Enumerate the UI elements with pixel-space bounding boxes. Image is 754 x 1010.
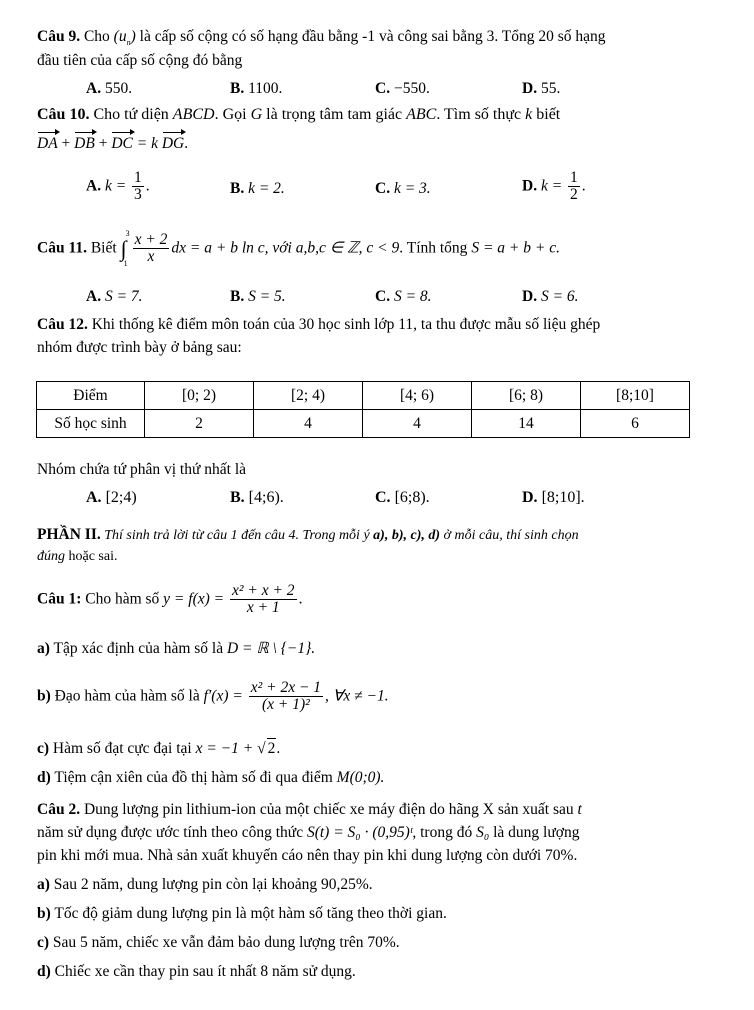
q10-option-a[interactable]: A. k = $\frac{1}{3}$ . <box>86 169 150 204</box>
p2-q1-item-b: b) Đạo hàm của hàm số là f′(x) = $\frac{\text{x² + 2x − 1}}{\text{(x + 1)²}}$ , ∀x ≠ −1. <box>37 679 389 714</box>
vector-dc: DC <box>111 131 133 153</box>
p2-q1-line: Câu 1: Cho hàm số y = f(x) = $\frac{\text{x² + x + 2}}{x + 1}$ . <box>37 582 303 617</box>
table-cell: 4 <box>363 410 472 438</box>
q12-option-b[interactable]: B. [4;6). <box>230 489 284 506</box>
sequence-symbol: $(u_n)$ <box>113 28 136 48</box>
p2-q2-item-a: a) Sau 2 năm, dung lượng pin còn lại khoảng 90,25%. <box>37 876 373 893</box>
table-cell: [6; 8) <box>472 382 581 410</box>
p2-q1-item-d: d) Tiệm cận xiên của đồ thị hàm số đi qua điểm M(0;0). <box>37 769 385 786</box>
q11-option-a[interactable]: A. S = 7. <box>86 288 143 305</box>
q11-option-b[interactable]: B. S = 5. <box>230 288 286 305</box>
table-cell: Điểm <box>37 382 145 410</box>
q10-option-c[interactable]: C. k = 3. <box>375 180 431 197</box>
p2-q2-label: Câu 2. <box>37 801 81 818</box>
q12-option-d[interactable]: D. [8;10]. <box>522 489 585 506</box>
q11-option-c[interactable]: C. S = 8. <box>375 288 432 305</box>
q10-option-b[interactable]: B. k = 2. <box>230 180 285 197</box>
q9-line2: đầu tiên của cấp số cộng đó bằng <box>37 52 243 69</box>
q9-line1: Câu 9. Cho $(u_n)$ là cấp số cộng có số hạng đầu bằng -1 và công sai bằng 3. Tổng 20 số hạng <box>37 28 606 48</box>
p2-q2-item-c: c) Sau 5 năm, chiếc xe vẫn đảm bảo dung lượng trên 70%. <box>37 934 400 951</box>
q10-label: Câu 10. <box>37 106 90 123</box>
vector-da: DA <box>37 131 58 153</box>
table-cell: Số học sinh <box>37 410 145 438</box>
p2-q1-item-c: c) Hàm số đạt cực đại tại x = −1 + √ 2. <box>37 740 281 757</box>
part2-instructions: PHẦN II. Thí sinh trả lời từ câu 1 đến câu 4. Trong mỗi ý a), b), c), d) ở mỗi câu, thí sinh chọn <box>37 526 579 543</box>
q9-options <box>0 79 754 101</box>
vector-dg: DG <box>162 131 184 153</box>
part2-heading: PHẦN II. <box>37 526 101 543</box>
vector-db: DB <box>74 131 95 153</box>
table-cell: [0; 2) <box>145 382 254 410</box>
q9-option-d[interactable]: D. 55. <box>522 80 561 97</box>
table-cell: [2; 4) <box>254 382 363 410</box>
q9-option-b[interactable]: B. 1100. <box>230 80 283 97</box>
q12-options <box>0 488 754 510</box>
q9-option-a[interactable]: A. 550. <box>86 80 133 97</box>
table-cell: [4; 6) <box>363 382 472 410</box>
q12-option-c[interactable]: C. [6;8). <box>375 489 430 506</box>
p2-q2-line2: năm sử dụng được ước tính theo công thức S(t) = S₀ · (0,95)ᵗ, trong đó S₀ là dung lượng <box>37 824 580 841</box>
score-frequency-table <box>36 381 690 438</box>
q9-label: Câu 9. <box>37 28 81 45</box>
q11-option-d[interactable]: D. S = 6. <box>522 288 579 305</box>
integral-sign: 3 ∫ 1 <box>120 229 130 268</box>
sqrt-symbol: √ <box>257 740 266 757</box>
table-cell: 14 <box>472 410 581 438</box>
q12-option-a[interactable]: A. [2;4) <box>86 489 137 506</box>
table-cell: [8;10] <box>581 382 690 410</box>
q10-options <box>0 169 754 204</box>
p2-q2-line1: Câu 2. Dung lượng pin lithium-ion của một chiếc xe máy điện do hãng X sản xuất sau t <box>37 801 582 818</box>
q11-label: Câu 11. <box>37 239 87 257</box>
q12-line1: Câu 12. Khi thống kê điểm môn toán của 30 học sinh lớp 11, ta thu được mẫu số liệu ghép <box>37 316 601 333</box>
q10-option-d[interactable]: D. k = $\frac{1}{2}$ . <box>522 169 586 204</box>
q12-line2: nhóm được trình bày ở bảng sau: <box>37 339 242 356</box>
table-row <box>37 410 690 438</box>
q10-line1: Câu 10. Cho tứ diện ABCD. Gọi G là trọng tâm tam giác ABC. Tìm số thực k biết <box>37 106 561 123</box>
p2-q2-line3: pin khi mới mua. Nhà sản xuất khuyến cáo nên thay pin khi dung lượng còn dưới 70%. <box>37 847 578 864</box>
p2-q1-item-a: a) Tập xác định của hàm số là D = ℝ \ {−1}. <box>37 640 316 657</box>
part2-instructions-line2: đúng hoặc sai. <box>37 549 118 564</box>
q12-label: Câu 12. <box>37 316 88 333</box>
table-cell: 4 <box>254 410 363 438</box>
table-header-row <box>37 382 690 410</box>
q11-options <box>0 287 754 309</box>
q11-line: Câu 11. Biết 3 ∫ 1 $\frac{x + 2}{x}$ dx = a + b ln c, với a,b,c ∈ ℤ, c < 9. Tính tổng S = a + b + c. <box>37 229 560 268</box>
p2-q1-label: Câu 1: <box>37 590 82 608</box>
p2-q2-item-b: b) Tốc độ giảm dung lượng pin là một hàm số tăng theo thời gian. <box>37 905 447 922</box>
p2-q2-item-d: d) Chiếc xe cần thay pin sau ít nhất 8 năm sử dụng. <box>37 963 356 980</box>
table-cell: 2 <box>145 410 254 438</box>
q9-option-c[interactable]: C. −550. <box>375 80 430 97</box>
q10-vector-equation: DA + DB + DC = k DG. <box>37 131 734 153</box>
q12-question: Nhóm chứa tứ phân vị thứ nhất là <box>37 461 247 478</box>
table-cell: 6 <box>581 410 690 438</box>
